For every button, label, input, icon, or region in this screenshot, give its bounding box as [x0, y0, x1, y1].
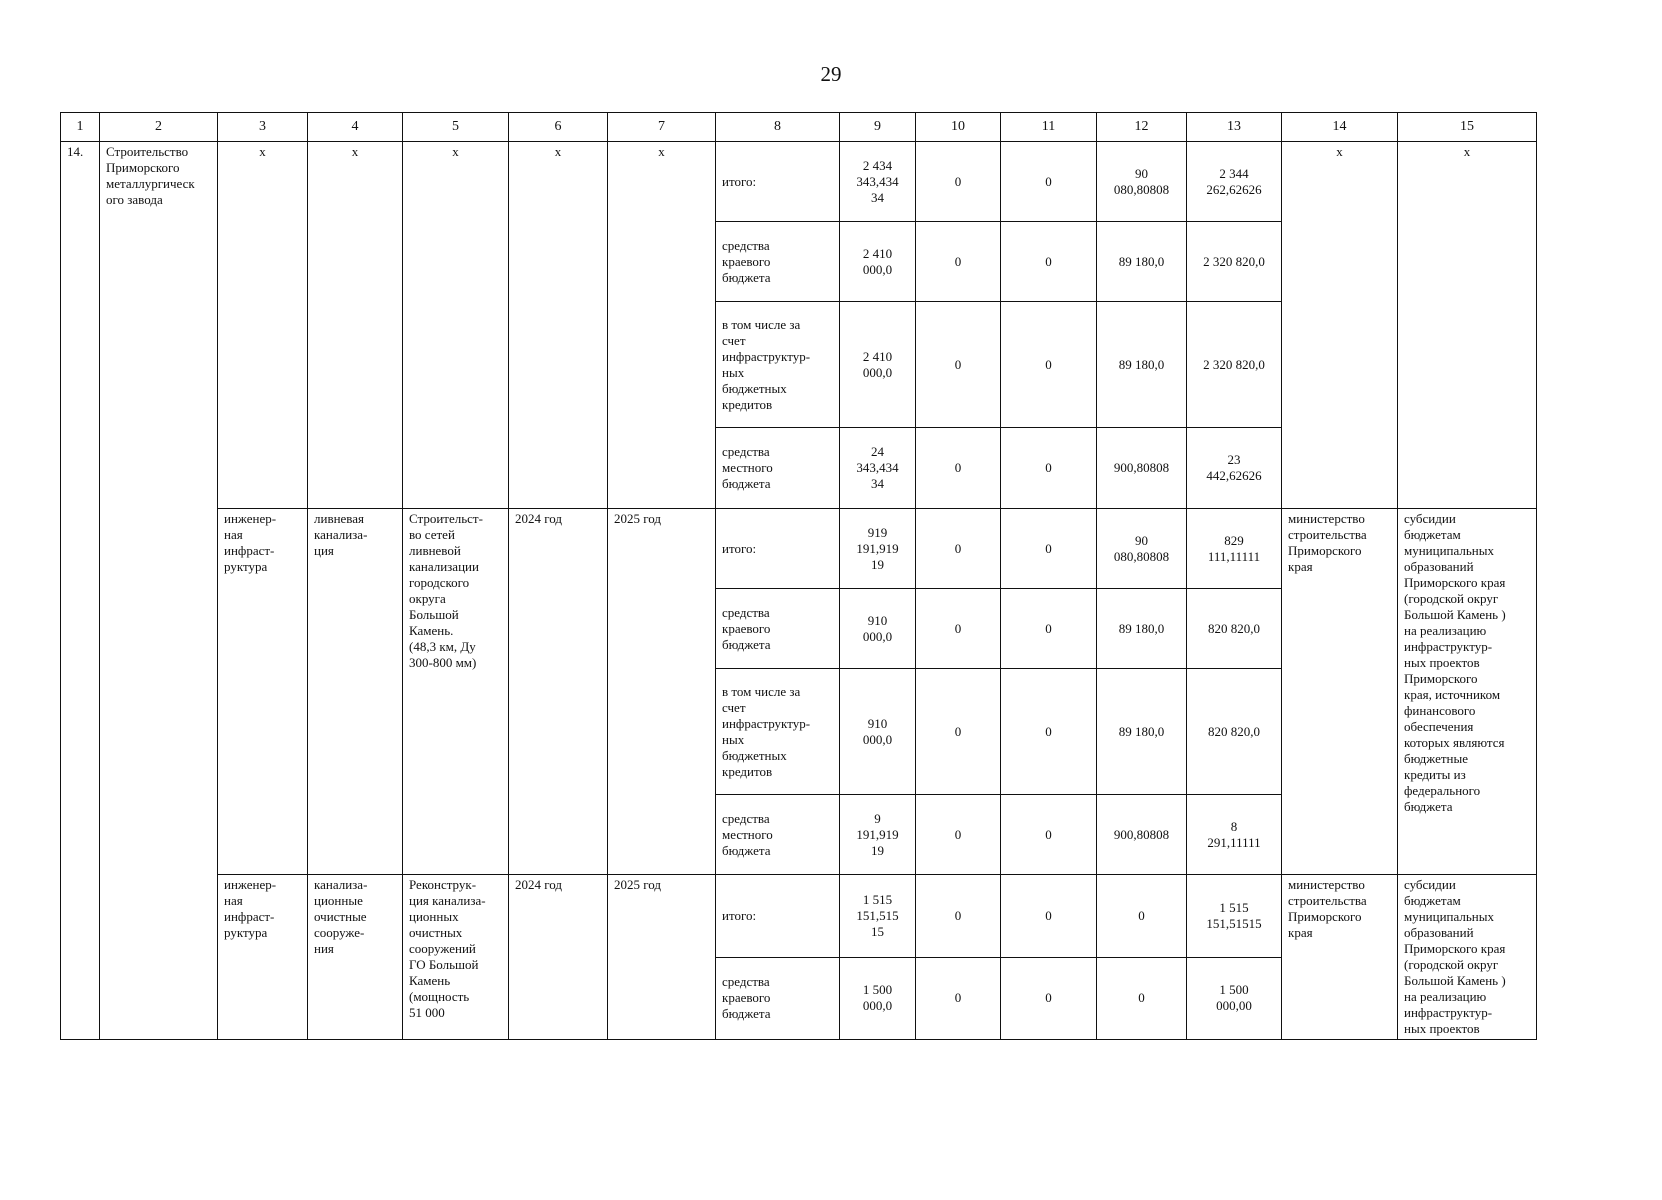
- x-mark: x: [403, 142, 509, 509]
- page-number: 29: [820, 62, 842, 86]
- value-cell: 0: [916, 669, 1001, 795]
- value-cell: 9 191,919 19: [840, 795, 916, 875]
- value-cell: 0: [1001, 589, 1097, 669]
- header-cell: 10: [916, 113, 1001, 142]
- value-cell: 1 500 000,0: [840, 957, 916, 1040]
- value-cell: 910 000,0: [840, 669, 916, 795]
- project-name: Строительство Приморского металлургическ ого завода: [100, 142, 218, 1040]
- x-mark: x: [1282, 142, 1398, 509]
- infrastructure-type: инженер- ная инфраст- руктура: [218, 875, 308, 1040]
- budget-table: [60, 112, 1537, 1040]
- end-year: 2025 год: [608, 875, 716, 1040]
- value-cell: 89 180,0: [1097, 222, 1187, 302]
- header-cell: 9: [840, 113, 916, 142]
- value-cell: 0: [916, 509, 1001, 589]
- header-cell: 8: [716, 113, 840, 142]
- value-cell: 2 410 000,0: [840, 222, 916, 302]
- header-cell: 5: [403, 113, 509, 142]
- x-mark: x: [608, 142, 716, 509]
- funding-source: в том числе за счет инфраструктур- ных бюджетных кредитов: [716, 669, 840, 795]
- value-cell: 89 180,0: [1097, 669, 1187, 795]
- value-cell: 89 180,0: [1097, 589, 1187, 669]
- end-year: 2025 год: [608, 509, 716, 875]
- header-cell: 15: [1398, 113, 1537, 142]
- value-cell: 0: [1001, 428, 1097, 509]
- funding-source: средства местного бюджета: [716, 428, 840, 509]
- funding-description: субсидии бюджетам муниципальных образований Приморского края (городской округ Большой Камень ) на реализацию инфраструктур- ных проектов Приморского края, источником финансового обеспечения которых являются бюджетные кредиты из федерального бюджета: [1398, 509, 1537, 875]
- value-cell: 0: [1001, 222, 1097, 302]
- value-cell: 1 515 151,515 15: [840, 875, 916, 958]
- header-cell: 4: [308, 113, 403, 142]
- header-cell: 7: [608, 113, 716, 142]
- funding-source: средства краевого бюджета: [716, 589, 840, 669]
- funding-source: итого:: [716, 509, 840, 589]
- value-cell: 90 080,80808: [1097, 509, 1187, 589]
- funding-source: средства краевого бюджета: [716, 222, 840, 302]
- funding-description: субсидии бюджетам муниципальных образований Приморского края (городской округ Большой Камень ) на реализацию инфраструктур- ных проектов: [1398, 875, 1537, 1040]
- value-cell: 820 820,0: [1187, 589, 1282, 669]
- value-cell: 0: [916, 957, 1001, 1040]
- value-cell: 0: [916, 875, 1001, 958]
- funding-source: средства местного бюджета: [716, 795, 840, 875]
- value-cell: 0: [1001, 957, 1097, 1040]
- table-row: [61, 509, 1537, 589]
- object-description: Реконструк- ция канализа- ционных очистных сооружений ГО Большой Камень (мощность 51 000: [403, 875, 509, 1040]
- object-type: канализа- ционные очистные сооруже- ния: [308, 875, 403, 1040]
- value-cell: 910 000,0: [840, 589, 916, 669]
- value-cell: 0: [1001, 509, 1097, 589]
- value-cell: 2 320 820,0: [1187, 302, 1282, 428]
- header-cell: 13: [1187, 113, 1282, 142]
- value-cell: 0: [916, 795, 1001, 875]
- value-cell: 2 344 262,62626: [1187, 142, 1282, 222]
- row-number: 14.: [61, 142, 100, 1040]
- value-cell: 0: [916, 589, 1001, 669]
- value-cell: 829 111,11111: [1187, 509, 1282, 589]
- value-cell: 90 080,80808: [1097, 142, 1187, 222]
- value-cell: 0: [916, 428, 1001, 509]
- infrastructure-type: инженер- ная инфраст- руктура: [218, 509, 308, 875]
- value-cell: 0: [1001, 142, 1097, 222]
- responsible-ministry: министерство строительства Приморского края: [1282, 509, 1398, 875]
- x-mark: x: [1398, 142, 1537, 509]
- start-year: 2024 год: [509, 509, 608, 875]
- value-cell: 0: [916, 142, 1001, 222]
- value-cell: 1 515 151,51515: [1187, 875, 1282, 958]
- x-mark: x: [308, 142, 403, 509]
- value-cell: 0: [1001, 795, 1097, 875]
- value-cell: 0: [1097, 957, 1187, 1040]
- value-cell: 89 180,0: [1097, 302, 1187, 428]
- value-cell: 24 343,434 34: [840, 428, 916, 509]
- table-row: [61, 142, 1537, 222]
- value-cell: 1 500 000,00: [1187, 957, 1282, 1040]
- value-cell: 2 434 343,434 34: [840, 142, 916, 222]
- header-cell: 3: [218, 113, 308, 142]
- object-description: Строительст- во сетей ливневой канализации городского округа Большой Камень. (48,3 км, Ду 300-800 мм): [403, 509, 509, 875]
- header-cell: 11: [1001, 113, 1097, 142]
- value-cell: 2 320 820,0: [1187, 222, 1282, 302]
- header-cell: 1: [61, 113, 100, 142]
- funding-source: итого:: [716, 875, 840, 958]
- value-cell: 2 410 000,0: [840, 302, 916, 428]
- table-row: [61, 875, 1537, 958]
- value-cell: 0: [1097, 875, 1187, 958]
- header-cell: 14: [1282, 113, 1398, 142]
- value-cell: 0: [1001, 302, 1097, 428]
- funding-source: итого:: [716, 142, 840, 222]
- value-cell: 919 191,919 19: [840, 509, 916, 589]
- x-mark: x: [218, 142, 308, 509]
- value-cell: 0: [916, 222, 1001, 302]
- header-row: [61, 113, 1537, 142]
- value-cell: 900,80808: [1097, 428, 1187, 509]
- object-type: ливневая канализа- ция: [308, 509, 403, 875]
- header-cell: 2: [100, 113, 218, 142]
- funding-source: средства краевого бюджета: [716, 957, 840, 1040]
- start-year: 2024 год: [509, 875, 608, 1040]
- header-cell: 6: [509, 113, 608, 142]
- value-cell: 0: [1001, 669, 1097, 795]
- value-cell: 0: [1001, 875, 1097, 958]
- value-cell: 8 291,11111: [1187, 795, 1282, 875]
- value-cell: 23 442,62626: [1187, 428, 1282, 509]
- value-cell: 0: [916, 302, 1001, 428]
- header-cell: 12: [1097, 113, 1187, 142]
- x-mark: x: [509, 142, 608, 509]
- responsible-ministry: министерство строительства Приморского края: [1282, 875, 1398, 1040]
- value-cell: 820 820,0: [1187, 669, 1282, 795]
- value-cell: 900,80808: [1097, 795, 1187, 875]
- funding-source: в том числе за счет инфраструктур- ных бюджетных кредитов: [716, 302, 840, 428]
